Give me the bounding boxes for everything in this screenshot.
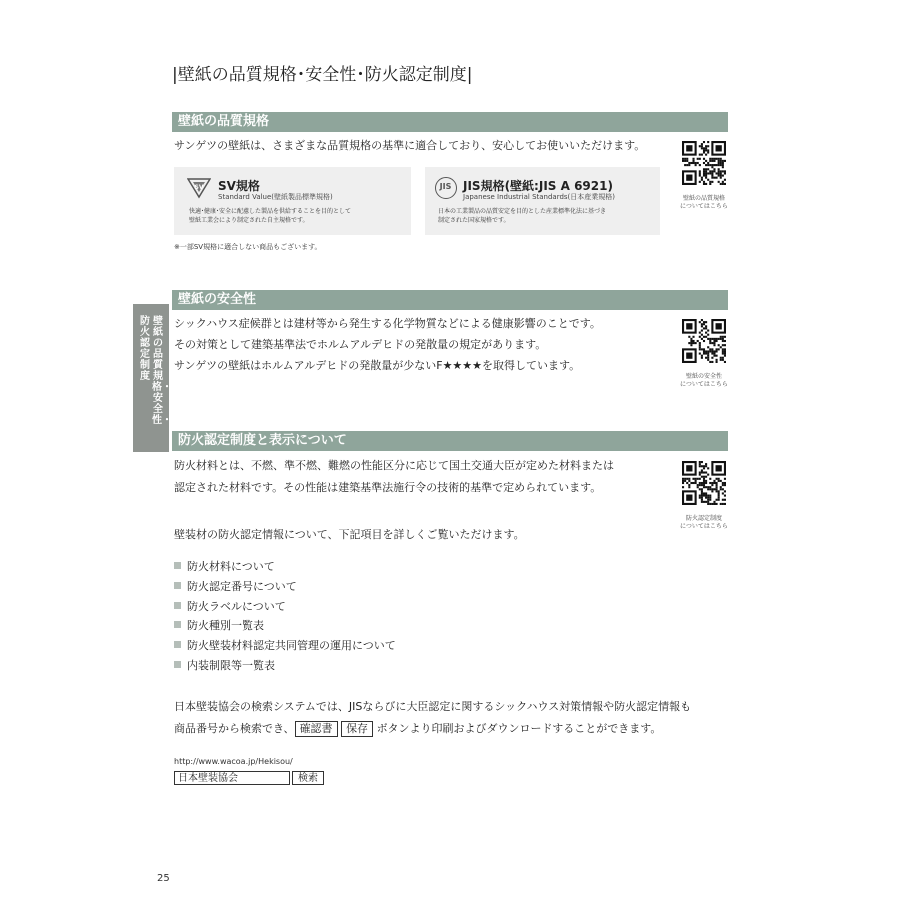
sv-card [174,167,411,235]
section-heading-safety: 壁紙の安全性 [172,290,728,310]
qr-code-icon[interactable] [682,319,726,363]
side-tab [133,304,172,452]
confirm-button-label: 確認書 [295,721,338,737]
quality-intro: サンゲツの壁紙は、さまざまな品質規格の基準に適合しており、安心してお使いいただけます。 [174,139,646,152]
section-heading-quality: 壁紙の品質規格 [172,112,728,132]
list-item-interior-restrictions[interactable]: 内装制限等一覧表 [174,657,275,673]
search-para-line-1: 日本壁装協会の検索システムでは、JISならびに大臣認定に関するシックハウス対策情報や防火認定情報も [174,700,692,713]
list-item-fire-type-table[interactable]: 防火種別一覧表 [174,617,264,633]
jis-title: JIS規格(壁紙:JIS A 6921) [463,179,613,193]
bullet-square-icon [174,562,181,569]
section-heading-fireproof: 防火認定制度と表示について [172,431,728,451]
fire-line-3: 壁装材の防火認定情報について、下記項目を詳しくご覧いただけます。 [174,528,525,541]
list-item-fire-label[interactable]: 防火ラベルについて [174,598,286,614]
sv-title: SV規格 [218,179,260,193]
bullet-square-icon [174,602,181,609]
bullet-square-icon [174,621,181,628]
sv-note: ※一部SV規格に適合しない商品もございます。 [174,243,322,251]
fire-line-2: 認定された材料です。その性能は建築基準法施行令の技術的基準で定められています。 [174,481,602,494]
qr-caption-quality: 壁紙の品質規格 についてはこちら [680,195,728,210]
jis-logo-icon: JIS [435,177,457,199]
wacoa-url[interactable]: http://www.wacoa.jp/Hekisou/ [174,757,293,766]
safety-line-1: シックハウス症候群とは建材等から発生する化学物質などによる健康影響のことです。 [174,317,601,330]
jis-subtitle: Japanese Industrial Standards(日本産業規格) [463,193,616,201]
svg-text:SV: SV [194,184,204,191]
page-title: |壁紙の品質規格･安全性･防火認定制度| [172,65,473,85]
sv-subtitle: Standard Value(壁紙製品標準規格) [218,193,333,201]
search-button[interactable]: 検索 [292,771,324,785]
page-number: 25 [157,873,170,884]
sv-logo-icon [187,177,211,199]
fire-line-1: 防火材料とは、不燃、準不燃、難燃の性能区分に応じて国土交通大臣が定めた材料または [174,459,614,472]
bullet-square-icon [174,641,181,648]
jis-desc-1: 日本の工業製品の品質安定を目的とした産業標準化法に基づき [438,208,607,215]
search-input[interactable]: 日本壁装協会 [174,771,290,785]
sv-desc-2: 壁紙工業会により制定された自主規格です。 [189,217,309,224]
list-item-joint-management[interactable]: 防火壁装材料認定共同管理の運用について [174,637,396,653]
safety-line-2: その対策として建築基準法でホルムアルデヒドの発散量の規定があります。 [174,338,547,351]
qr-caption-fireproof: 防火認定制度 についてはこちら [680,515,728,530]
search-para-line-2: 商品番号から検索でき、 確認書 保存 ボタンより印刷およびダウンロードすることができます。 [174,722,662,735]
side-tab-text-1: 壁紙の品質規格・安全性・ [152,316,172,426]
qr-code-icon[interactable] [682,461,726,505]
list-item-fire-materials[interactable]: 防火材料について [174,558,275,574]
sv-desc-1: 快適･健康･安全に配慮した製品を供給することを目的として [189,208,352,215]
jis-card [425,167,660,235]
save-button-label: 保存 [341,721,373,737]
qr-caption-safety: 壁紙の安全性 についてはこちら [680,373,728,388]
bullet-square-icon [174,661,181,668]
side-tab-text-2: 防火認定制度 [140,316,150,382]
safety-line-3: サンゲツの壁紙はホルムアルデヒドの発散量が少ないF★★★★を取得しています。 [174,359,581,372]
qr-code-icon[interactable] [682,141,726,185]
jis-desc-2: 制定された国家規格です。 [438,217,510,224]
bullet-square-icon [174,582,181,589]
list-item-fire-cert-number[interactable]: 防火認定番号について [174,578,297,594]
